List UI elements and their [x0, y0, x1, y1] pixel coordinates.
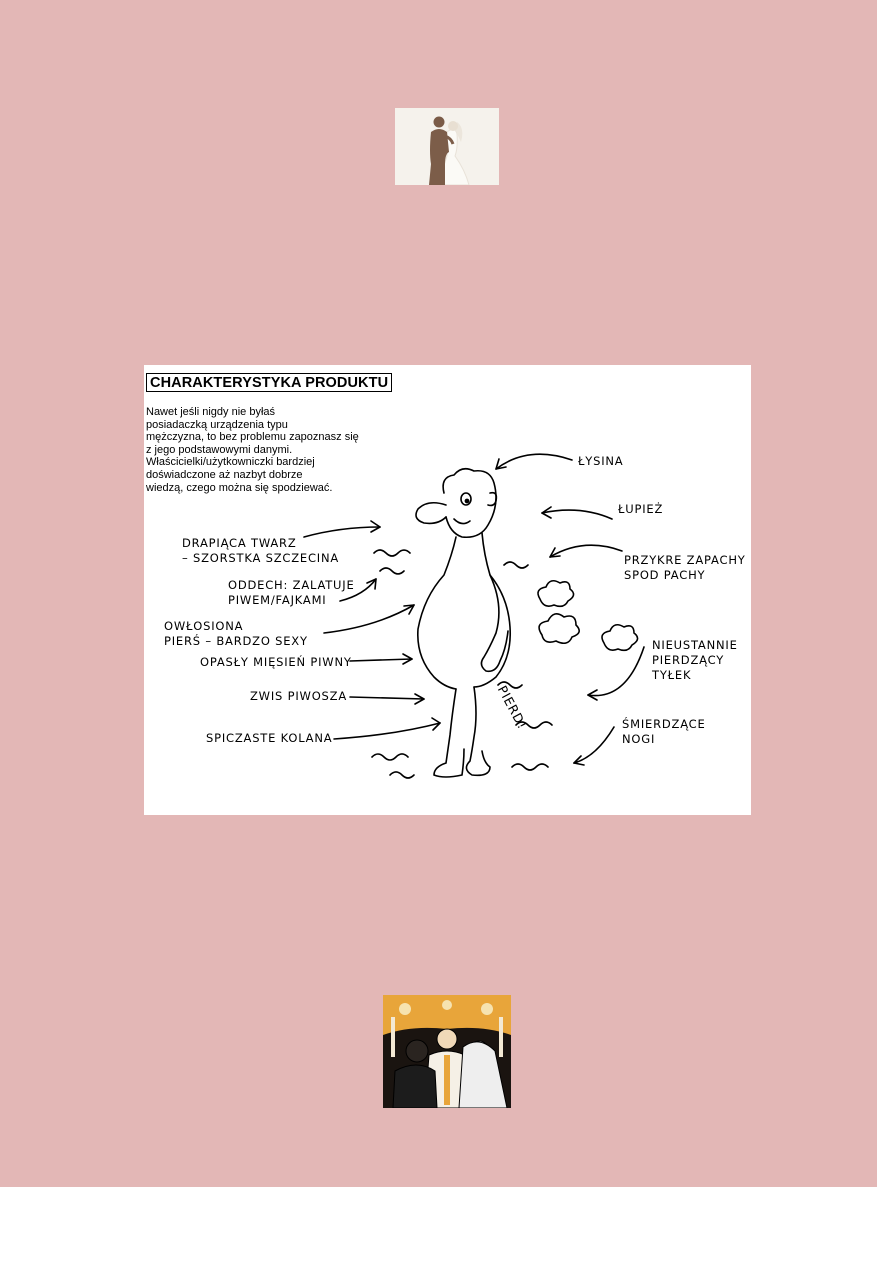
cartoon-title: CHARAKTERYSTYKA PRODUKTU	[146, 373, 392, 392]
label-zwis-piwosza: ZWIS PIWOSZA	[250, 689, 347, 703]
label-pierd: PIERD!	[494, 683, 531, 732]
label-lupiez: ŁUPIEŻ	[618, 502, 664, 516]
label-opasly-miesien: OPASŁY MIĘSIEŃ PIWNY	[200, 655, 352, 669]
cartoon-intro-text: Nawet jeśli nigdy nie byłaś posiadaczką urządzenia typu mężczyzna, to bez problemu zapoznasz się z jego podstawowymi danymi. Właścicielki/użytkowniczki bardziej doświadczone aż nazbyt dobrze wiedzą, czego można się spodziewać.	[146, 406, 359, 494]
label-spiczaste-kolana: SPICZASTE KOLANA	[206, 731, 333, 745]
label-drapiaca-twarz: DRAPIĄCA TWARZ – SZORSTKA SZCZECINA	[182, 536, 340, 565]
wedding-ceremony-image	[383, 995, 511, 1108]
label-owlosiona-piers: OWŁOSIONA PIERŚ – BARDZO SEXY	[164, 619, 308, 648]
label-przykre-zapachy: PRZYKRE ZAPACHY SPOD PACHY	[624, 553, 746, 582]
wedding-couple-image	[395, 108, 499, 185]
product-characteristics-cartoon	[144, 365, 751, 815]
label-oddech: ODDECH: ZALATUJE PIWEM/FAJKAMI	[228, 578, 355, 607]
label-nieustannie-pierdzacy: NIEUSTANNIE PIERDZĄCY TYŁEK	[652, 638, 738, 682]
label-lysina: ŁYSINA	[578, 454, 624, 468]
label-smierdzace-nogi: ŚMIERDZĄCE NOGI	[622, 717, 706, 746]
